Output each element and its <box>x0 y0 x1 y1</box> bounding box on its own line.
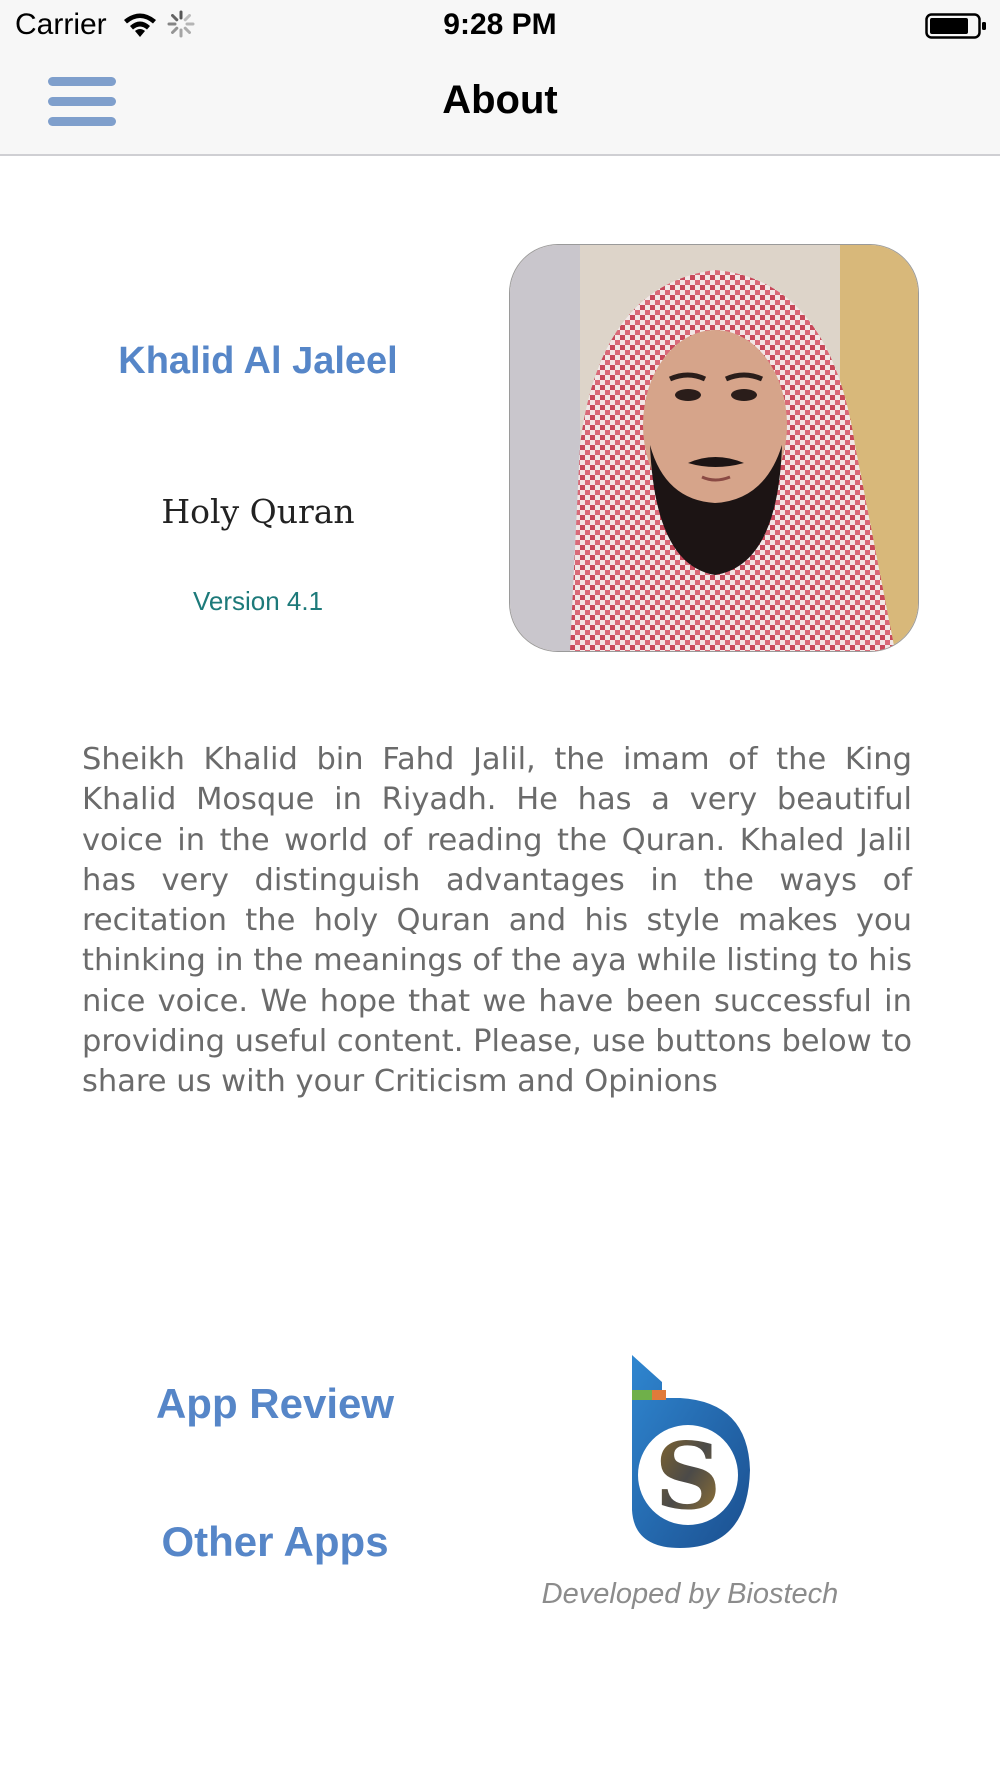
developer-credit: Developed by Biostech <box>541 1578 839 1610</box>
reciter-name: Khalid Al Jaleel <box>118 340 398 382</box>
battery-icon <box>925 12 987 40</box>
activity-spinner-icon <box>167 10 195 38</box>
status-bar <box>0 0 1000 50</box>
version-label: Version 4.1 <box>192 586 324 616</box>
carrier-label: Carrier <box>15 8 107 41</box>
svg-text:S: S <box>654 1422 722 1530</box>
menu-bar-line <box>48 97 116 106</box>
page-title: About <box>442 78 558 122</box>
navigation-bar <box>0 50 1000 156</box>
hamburger-menu-icon[interactable] <box>40 72 120 132</box>
reciter-portrait <box>510 245 918 651</box>
menu-bar-line <box>48 117 116 126</box>
wifi-icon <box>122 10 158 40</box>
menu-bar-line <box>48 77 116 86</box>
reciter-description: Sheikh Khalid bin Fahd Jalil, the imam of the King Khalid Mosque in Riyadh. He has a very beautiful voice in the world of reading the Quran. Khaled Jalil has very distinguish advantages in the ways of recitation the holy Quran and his style makes you thinking in the meanings of the aya while listing to his nice voice. We hope that we have been successful in providing useful content. Please, use buttons below to share us with your Criticism and Opinions <box>82 742 912 1100</box>
app-review-button[interactable]: App Review <box>90 1380 460 1428</box>
app-title: Holy Quran <box>161 492 355 531</box>
biostech-logo-icon[interactable] <box>620 1350 770 1550</box>
other-apps-button[interactable]: Other Apps <box>90 1518 460 1566</box>
status-time: 9:28 PM <box>443 8 557 41</box>
